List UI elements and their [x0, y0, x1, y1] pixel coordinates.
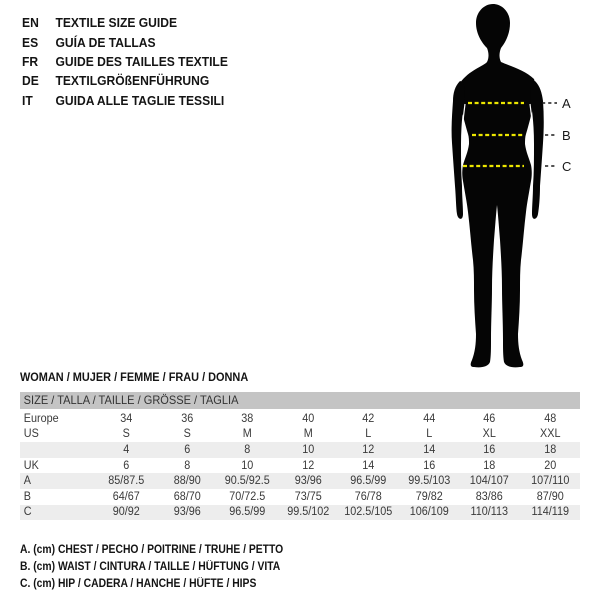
woman-silhouette-body	[458, 4, 536, 367]
measure-label-a: A	[562, 96, 571, 111]
row-label: UK	[23, 459, 39, 472]
language-code: ES	[22, 34, 39, 50]
size-cell: 4	[123, 443, 130, 456]
language-code: IT	[22, 92, 33, 108]
size-cell: 107/110	[530, 475, 569, 488]
size-diagram	[440, 0, 575, 375]
size-cell: 12	[362, 443, 375, 456]
size-cell: 68/70	[173, 490, 201, 503]
size-cell: 87/90	[536, 490, 564, 503]
size-cell: 88/90	[173, 475, 201, 488]
measurement-legend	[20, 542, 312, 593]
table-row	[20, 489, 580, 505]
size-cell: 83/86	[475, 490, 503, 503]
size-cell: 40	[301, 412, 314, 425]
language-row	[22, 71, 228, 90]
language-label: TEXTILE SIZE GUIDE	[55, 15, 178, 31]
size-cell: M	[303, 428, 313, 441]
size-cell: 8	[244, 443, 251, 456]
size-cell: 99.5/102	[286, 506, 329, 519]
size-cell: 12	[301, 459, 314, 472]
size-cell: 8	[183, 459, 190, 472]
table-header-label: SIZE / TALLA / TAILLE / GRÖSSE / TAGLIA	[23, 393, 239, 407]
size-cell: 104/107	[469, 475, 509, 488]
table-row	[20, 442, 580, 458]
size-cell: 46	[483, 412, 496, 425]
woman-silhouette	[440, 0, 575, 375]
size-cell: 16	[483, 443, 496, 456]
size-cell: 38	[241, 412, 254, 425]
language-code: EN	[22, 15, 39, 31]
language-code: DE	[22, 73, 39, 89]
size-cell: 70/72.5	[229, 490, 266, 503]
language-label: GUIDA ALLE TAGLIE TESSILI	[55, 92, 225, 108]
table-row	[20, 427, 580, 443]
language-code: FR	[22, 53, 39, 69]
language-row	[22, 91, 228, 110]
size-cell: 96.5/99	[350, 475, 387, 488]
section-title: WOMAN / MUJER / FEMME / FRAU / DONNA	[20, 372, 249, 384]
size-cell: 76/78	[354, 490, 382, 503]
size-cell: 85/87.5	[108, 475, 145, 488]
size-cell: L	[365, 428, 372, 441]
size-cell: 96.5/99	[229, 506, 266, 519]
size-cell: 73/75	[294, 490, 322, 503]
size-cell: 10	[301, 443, 314, 456]
language-label: TEXTILGRÖßENFÜHRUNG	[55, 73, 210, 89]
table-rows	[20, 411, 580, 520]
language-row	[22, 32, 228, 51]
size-cell: 93/96	[294, 475, 322, 488]
size-cell: 14	[362, 459, 375, 472]
row-label: B	[23, 490, 31, 503]
table-row	[20, 411, 580, 427]
size-cell: 16	[422, 459, 435, 472]
legend-line: C. (cm) HIP / CADERA / HANCHE / HÜFTE / HIPS	[20, 577, 257, 590]
size-cell: 20	[543, 459, 556, 472]
size-cell: 110/113	[470, 506, 508, 519]
size-table	[20, 392, 580, 520]
row-label: US	[23, 428, 39, 441]
size-cell: 106/109	[409, 506, 449, 519]
measure-label-c: C	[562, 159, 572, 174]
woman-silhouette-right-arm	[530, 81, 543, 219]
size-cell: 6	[123, 459, 130, 472]
size-cell: XXL	[539, 428, 560, 441]
language-label: GUIDE DES TAILLES TEXTILE	[55, 53, 228, 69]
woman-silhouette-left-arm	[452, 81, 465, 219]
size-cell: 99.5/103	[407, 475, 450, 488]
size-cell: 114/119	[531, 506, 569, 519]
measure-label-b: B	[562, 128, 571, 143]
size-cell: 102.5/105	[344, 506, 393, 519]
size-cell: 48	[543, 412, 556, 425]
size-cell: 44	[422, 412, 435, 425]
table-row	[20, 473, 580, 489]
language-label: GUÍA DE TALLAS	[55, 34, 156, 50]
size-cell: S	[183, 428, 191, 441]
size-cell: 90/92	[112, 506, 140, 519]
size-cell: L	[425, 428, 432, 441]
table-header-bar	[20, 392, 580, 409]
size-cell: M	[242, 428, 252, 441]
language-row	[22, 13, 228, 32]
row-label: A	[23, 475, 31, 488]
size-cell: 6	[183, 443, 190, 456]
size-cell: 34	[120, 412, 133, 425]
row-label: Europe	[23, 412, 59, 425]
size-cell: 36	[180, 412, 193, 425]
row-label: C	[23, 506, 32, 519]
size-cell: 79/82	[415, 490, 443, 503]
size-cell: 14	[422, 443, 435, 456]
size-cell: XL	[482, 428, 496, 441]
legend-line: A. (cm) CHEST / PECHO / POITRINE / TRUHE / PETTO	[20, 544, 284, 556]
table-row	[20, 505, 580, 521]
size-cell: 18	[543, 443, 556, 456]
size-cell: 64/67	[112, 490, 140, 503]
size-cell: 10	[241, 459, 254, 472]
language-row	[22, 52, 228, 71]
size-cell: 18	[483, 459, 496, 472]
size-cell: 90.5/92.5	[224, 475, 270, 488]
legend-line: B. (cm) WAIST / CINTURA / TAILLE / HÜFTUNG / VITA	[20, 560, 281, 573]
size-cell: S	[122, 428, 130, 441]
size-cell: 93/96	[173, 506, 201, 519]
table-row	[20, 458, 580, 474]
language-list	[22, 13, 243, 110]
size-cell: 42	[362, 412, 375, 425]
